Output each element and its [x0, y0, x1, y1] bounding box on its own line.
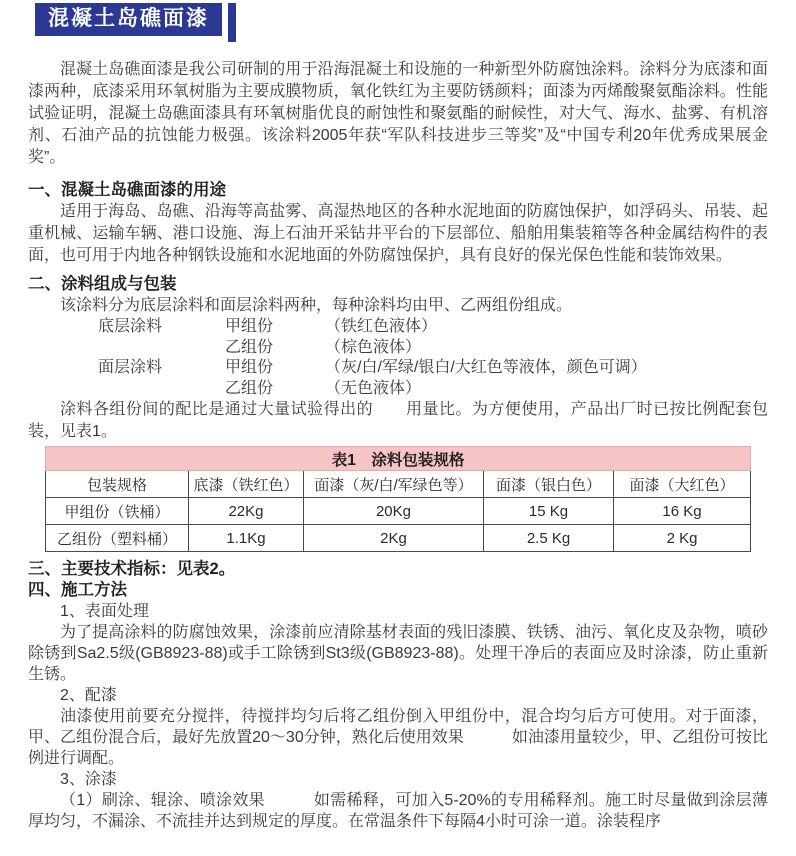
- component-layer: 面层涂料: [98, 359, 163, 376]
- table-cell: 16 Kg: [614, 498, 751, 525]
- component-row: [98, 379, 768, 400]
- component-layer: [98, 379, 225, 400]
- subsection-1-body: 为了提高涂料的防腐蚀效果，涂漆前应清除基材表面的残旧漆膜、铁锈、油污、氧化皮及杂物，喷砂除锈到Sa2.5级(GB8923-88)或手工除锈到St3级(GB8923-88)。处理干净后的表面应及时涂漆，防止重新生锈。: [28, 624, 768, 683]
- component-list: [28, 317, 768, 399]
- subsection-3-body: （1）刷涂、辊涂、喷涂效果 如需稀释，可加入5-20%的专用稀释剂。施工时尽量做到涂层薄厚均匀，不漏涂、不流挂并达到规定的厚度。在常温条件下每隔4小时可涂一道。涂装程序: [28, 792, 768, 830]
- component-desc: （棕色液体）: [325, 338, 422, 356]
- table-cell: 2Kg: [304, 525, 484, 552]
- table-header-row: [46, 471, 751, 498]
- component-desc: （无色液体）: [325, 379, 422, 397]
- document-header: [35, 3, 796, 47]
- section-2-heading: 二、涂料组成与包装: [28, 275, 177, 293]
- table-caption-row: [46, 447, 751, 471]
- table-row: [46, 498, 751, 525]
- column-header: 底漆（铁红色）: [189, 471, 304, 498]
- column-header: 面漆（灰/白/军绿色等）: [304, 471, 484, 498]
- component-row: [98, 317, 768, 338]
- document-title-box: [35, 3, 222, 36]
- packaging-table: [45, 446, 751, 552]
- table-row: [46, 525, 751, 552]
- document-title: 混凝土岛礁面漆: [48, 7, 209, 30]
- component-part: 甲组份: [225, 359, 274, 376]
- title-accent-bar: [228, 3, 236, 42]
- section-2-lead: 该涂料分为底层涂料和面层涂料两种，每种涂料均由甲、乙两组份组成。: [60, 297, 573, 314]
- section-1-body: 适用于海岛、岛礁、沿海等高盐雾、高湿热地区的各种水泥地面的防腐蚀保护，如浮码头、吊装、起重机械、运输车辆、港口设施、海上石油开采钻井平台的下层部位、船舶用集装箱等各种金属结构件的表面，也可用于内地各种钢铁设施和水泥地面的外防腐蚀保护，具有良好的保光保色性能和装饰效果。: [28, 203, 768, 264]
- column-header: 包装规格: [46, 471, 189, 498]
- component-part: 甲组份: [225, 318, 274, 335]
- subsection-2-body: 油漆使用前要充分搅拌，待搅拌均匀后将乙组份倒入甲组份中，混合均匀后方可使用。对于面漆，甲、乙组份混合后，最好先放置20～30分钟，熟化后使用效果 如油漆用量较少，甲、乙组份可按比例进行调配。: [28, 708, 768, 767]
- table-cell: 22Kg: [189, 498, 304, 525]
- intro-paragraph: 混凝土岛礁面漆是我公司研制的用于沿海混凝土和设施的一种新型外防腐蚀涂料。涂料分为底漆和面漆两种，底漆采用环氧树脂为主要成膜物质，氧化铁红为主要防锈颜料；面漆为丙烯酸聚氨酯涂料。性能试验证明，混凝土岛礁面漆具有环氧树脂优良的耐蚀性和聚氨酯的耐候性，对大气、海水、盐雾、有机溶剂、石油产品的抗蚀能力极强。该涂料2005年获“军队科技进步三等奖”及“中国专利20年优秀成果展金奖”。: [28, 61, 768, 166]
- section-4-heading: 四、施工方法: [28, 581, 127, 599]
- column-header: 面漆（银白色）: [484, 471, 614, 498]
- component-row: [98, 338, 768, 359]
- document-body: [0, 59, 796, 832]
- component-desc: （铁红色液体）: [325, 318, 438, 335]
- section-1-heading: 一、混凝土岛礁面漆的用途: [28, 181, 226, 199]
- section-2-note: 涂料各组份间的配比是通过大量试验得出的 用量比。为方便使用，产品出厂时已按比例配套包装，见表1。: [28, 401, 768, 440]
- subsection-3-title: 3、涂漆: [60, 771, 117, 788]
- column-header: 面漆（大红色）: [614, 471, 751, 498]
- component-part: 乙组份: [225, 338, 274, 356]
- section-3-heading: 三、主要技术指标：见表2。: [28, 560, 236, 578]
- table-caption: 表1 涂料包装规格: [46, 447, 751, 471]
- component-layer: 底层涂料: [98, 318, 163, 335]
- table-cell: 1.1Kg: [189, 525, 304, 552]
- table-cell: 乙组份（塑料桶）: [46, 525, 189, 552]
- table-cell: 15 Kg: [484, 498, 614, 525]
- subsection-2-title: 2、配漆: [60, 687, 117, 704]
- component-desc: （灰/白/军绿/银白/大红色等液体，颜色可调）: [325, 359, 647, 376]
- table-cell: 2 Kg: [614, 525, 751, 552]
- table-cell: 2.5 Kg: [484, 525, 614, 552]
- component-layer: [98, 338, 225, 359]
- component-row: [98, 358, 768, 379]
- table-cell: 甲组份（铁桶）: [46, 498, 189, 525]
- subsection-1-title: 1、表面处理: [60, 603, 149, 620]
- table-cell: 20Kg: [304, 498, 484, 525]
- component-part: 乙组份: [225, 379, 274, 397]
